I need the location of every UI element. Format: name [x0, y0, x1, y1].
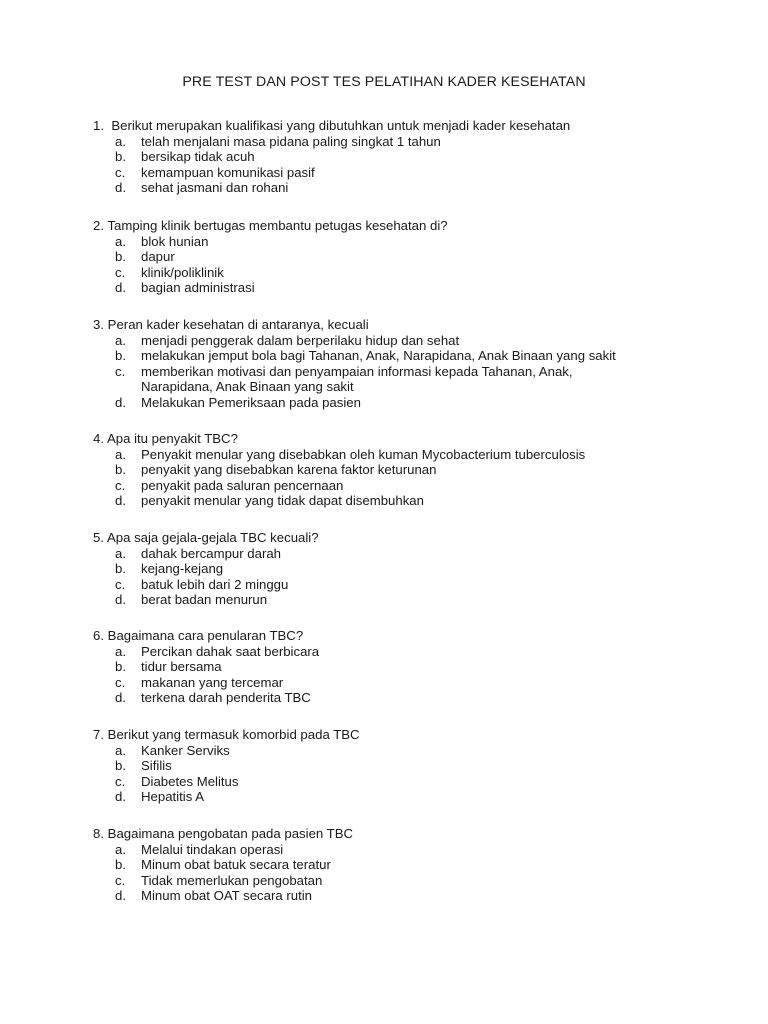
question-label: Peran kader kesehatan di antaranya, kecuali [107, 317, 369, 332]
question-6 [93, 628, 733, 706]
question-label: Berikut merupakan kualifikasi yang dibutuhkan untuk menjadi kader kesehatan [111, 118, 571, 133]
option-a [93, 546, 733, 562]
option-c [93, 165, 733, 181]
option-c [93, 675, 733, 691]
question-label: Apa itu penyakit TBC? [106, 431, 238, 446]
option-c [93, 364, 733, 395]
option-a [93, 743, 733, 759]
question-number: 7. [93, 727, 104, 742]
option-text: penyakit menular yang tidak dapat disembuhkan [141, 493, 424, 508]
option-a [93, 644, 733, 660]
option-text: melakukan jemput bola bagi Tahanan, Anak, Narapidana, Anak Binaan yang sakit [141, 348, 616, 363]
option-text: Percikan dahak saat berbicara [141, 643, 320, 659]
option-text: telah menjalani masa pidana paling singkat 1 tahun [141, 133, 441, 149]
option-b [93, 249, 733, 265]
option-b [93, 659, 733, 675]
question-text [93, 118, 733, 134]
option-letter: d. [115, 888, 126, 903]
option-letter: b. [115, 249, 126, 264]
option-d [93, 690, 733, 706]
option-a [93, 447, 733, 463]
question-number: 5. [93, 530, 104, 545]
question-3 [93, 317, 733, 410]
option-letter: a. [115, 545, 126, 561]
option-letter: c. [115, 477, 126, 493]
question-number: 8. [93, 826, 104, 841]
option-letter: b. [115, 149, 126, 164]
option-letter: d. [115, 789, 126, 804]
option-b [93, 462, 733, 478]
question-number: 3. [93, 317, 104, 332]
option-letter: b. [115, 758, 126, 773]
question-text [93, 431, 733, 447]
option-text: makanan yang tercemar [141, 674, 284, 690]
question-label: Tamping klinik bertugas membantu petugas kesehatan di? [107, 218, 448, 233]
option-text: Tidak memerlukan pengobatan [141, 872, 323, 888]
page-title: PRE TEST DAN POST TES PELATIHAN KADER KESEHATAN [182, 74, 586, 90]
option-d [93, 395, 733, 411]
option-letter: d. [115, 493, 126, 508]
question-text [93, 628, 733, 644]
option-letter: d. [115, 180, 126, 195]
question-number: 6. [93, 628, 104, 643]
option-text: sehat jasmani dan rohani [141, 180, 289, 195]
option-text: Melalui tindakan operasi [141, 841, 284, 857]
question-label: Berikut yang termasuk komorbid pada TBC [107, 727, 360, 742]
option-letter: c. [115, 164, 126, 180]
option-letter: d. [115, 690, 126, 705]
option-text: tidur bersama [141, 659, 222, 674]
option-text: dahak bercampur darah [141, 545, 282, 561]
question-text [93, 530, 733, 546]
option-text: Hepatitis A [141, 789, 205, 804]
option-d [93, 180, 733, 196]
option-text: Diabetes Melitus [141, 773, 239, 789]
option-c [93, 873, 733, 889]
option-letter: b. [115, 462, 126, 477]
option-text: Melakukan Pemeriksaan pada pasien [141, 394, 361, 410]
question-text [93, 826, 733, 842]
option-text: blok hunian [141, 233, 209, 249]
option-letter: a. [115, 233, 126, 249]
question-8 [93, 826, 733, 904]
question-number: 4. [93, 431, 104, 446]
option-text: dapur [141, 249, 175, 264]
question-5 [93, 530, 733, 608]
option-text: Minum obat OAT secara rutin [141, 888, 313, 903]
option-d [93, 592, 733, 608]
option-text: memberikan motivasi dan penyampaian informasi kepada Tahanan, Anak, Narapidana, Anak Binaan yang sakit [141, 363, 573, 394]
option-letter: d. [115, 394, 126, 410]
option-letter: a. [115, 133, 126, 149]
option-letter: c. [115, 264, 126, 280]
option-text: terkena darah penderita TBC [141, 690, 311, 705]
option-letter: c. [115, 576, 126, 592]
option-b [93, 758, 733, 774]
option-b [93, 149, 733, 165]
option-letter: c. [115, 773, 126, 789]
option-b [93, 348, 733, 364]
option-letter: a. [115, 841, 126, 857]
option-c [93, 577, 733, 593]
option-letter: b. [115, 348, 126, 363]
option-letter: c. [115, 674, 126, 690]
option-b [93, 561, 733, 577]
option-text: Penyakit menular yang disebabkan oleh kuman Mycobacterium tuberculosis [141, 446, 586, 462]
question-number: 1. [93, 118, 104, 133]
option-d [93, 493, 733, 509]
question-text [93, 727, 733, 743]
option-text: Kanker Serviks [141, 742, 230, 758]
option-c [93, 478, 733, 494]
option-text: bersikap tidak acuh [141, 149, 255, 164]
option-text: Sifilis [141, 758, 172, 773]
question-label: Apa saja gejala-gejala TBC kecuali? [106, 530, 319, 545]
option-letter: b. [115, 857, 126, 872]
option-a [93, 234, 733, 250]
option-b [93, 857, 733, 873]
question-label: Bagaimana cara penularan TBC? [107, 628, 304, 643]
question-text [93, 317, 733, 333]
option-d [93, 789, 733, 805]
question-7 [93, 727, 733, 805]
option-letter: d. [115, 592, 126, 607]
option-text: kejang-kejang [141, 561, 224, 576]
question-label: Bagaimana pengobatan pada pasien TBC [107, 826, 354, 841]
option-d [93, 280, 733, 296]
question-text [93, 218, 733, 234]
question-1 [93, 118, 733, 196]
option-text: Minum obat batuk secara teratur [141, 857, 331, 872]
option-text: penyakit yang disebabkan karena faktor keturunan [141, 462, 437, 477]
option-letter: c. [115, 363, 126, 379]
option-letter: b. [115, 561, 126, 576]
option-text: bagian administrasi [141, 280, 255, 295]
option-letter: a. [115, 742, 126, 758]
option-d [93, 888, 733, 904]
option-text: kemampuan komunikasi pasif [141, 164, 315, 180]
option-letter: a. [115, 643, 126, 659]
option-text: penyakit pada saluran pencernaan [141, 477, 344, 493]
option-a [93, 134, 733, 150]
option-text: menjadi penggerak dalam berperilaku hidup dan sehat [141, 332, 460, 348]
option-text: klinik/poliklinik [141, 264, 224, 280]
option-letter: d. [115, 280, 126, 295]
option-letter: c. [115, 872, 126, 888]
option-c [93, 265, 733, 281]
option-a [93, 842, 733, 858]
option-a [93, 333, 733, 349]
option-letter: a. [115, 446, 126, 462]
question-2 [93, 218, 733, 296]
option-text: batuk lebih dari 2 minggu [141, 576, 289, 592]
option-text: berat badan menurun [141, 592, 268, 607]
option-letter: b. [115, 659, 126, 674]
question-4 [93, 431, 733, 509]
option-letter: a. [115, 332, 126, 348]
question-number: 2. [93, 218, 104, 233]
option-c [93, 774, 733, 790]
